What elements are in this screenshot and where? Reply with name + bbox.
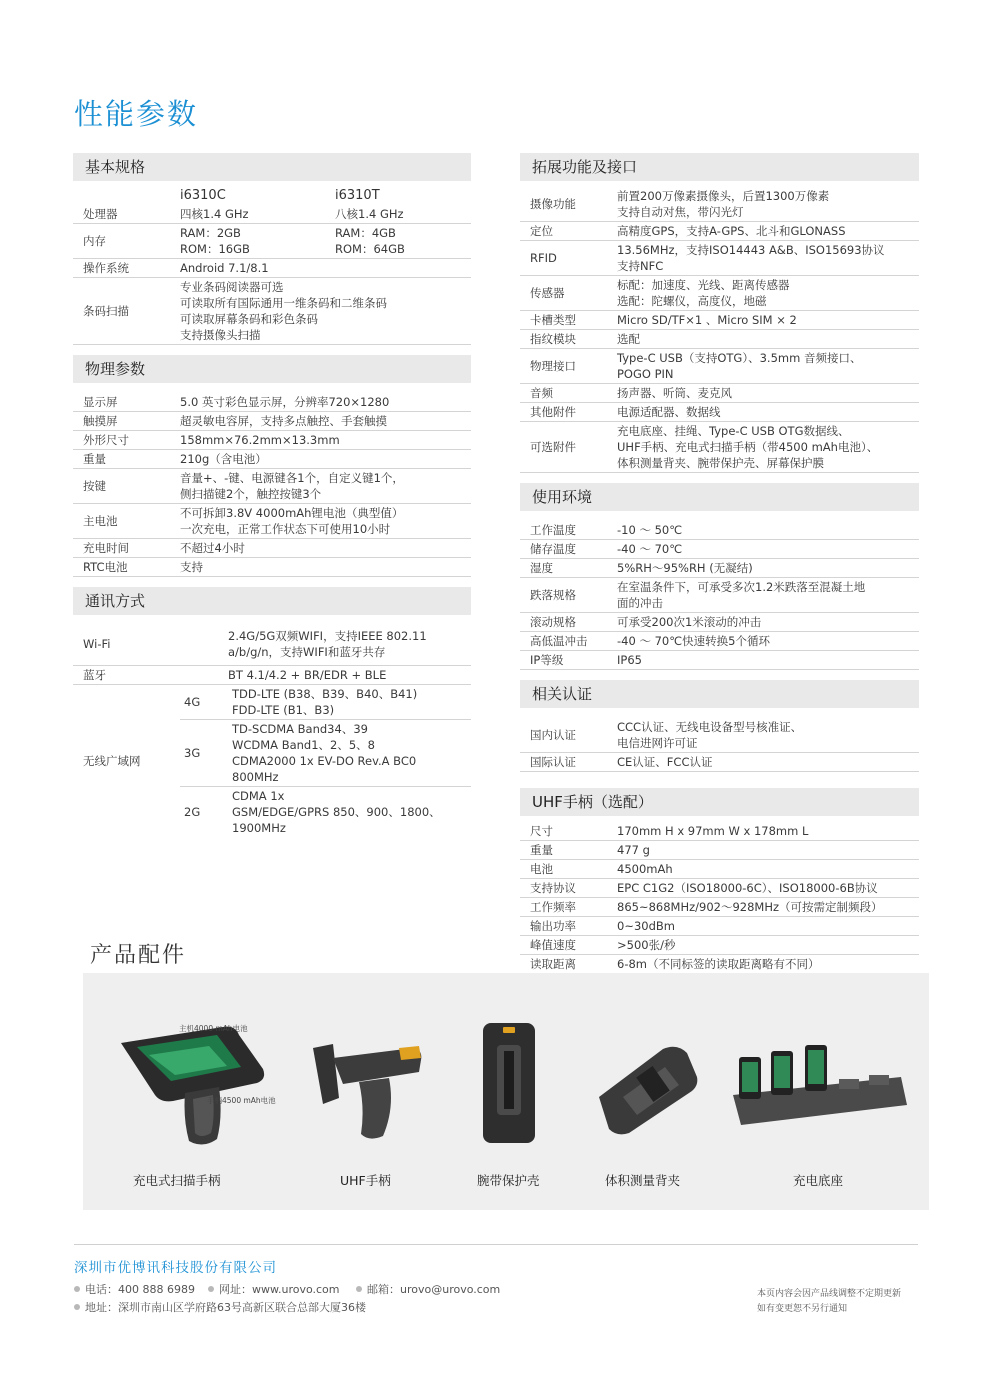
row-value: 2.4G/5G双频WIFI，支持IEEE 802.11: [228, 628, 427, 643]
row-label: 音频: [520, 384, 617, 403]
row-value: 面的冲击: [617, 596, 663, 610]
row-label: 跌落规格: [520, 578, 617, 613]
row-label: 工作频率: [520, 898, 617, 917]
row-value: a/b/g/n，支持WIFI和蓝牙共存: [228, 644, 386, 659]
row-label: 卡槽类型: [520, 311, 617, 330]
section-physical: 物理参数: [73, 355, 471, 383]
row-label: 湿度: [520, 559, 617, 578]
row-value: 四核1.4 GHz: [180, 205, 335, 224]
row-value: BT 4.1/4.2 + BR/EDR + BLE: [180, 665, 471, 684]
uhf-handle-image: [303, 1038, 433, 1143]
row-label: 电池: [520, 860, 617, 879]
accessory-label: 充电式扫描手柄: [133, 1173, 221, 1188]
row-value: 八核1.4 GHz: [335, 205, 471, 224]
contact-address: 地址：深圳市南山区学府路63号高新区联合总部大厦36楼: [74, 1299, 366, 1315]
caption-grip-battery: 手柄4500 mAh电池: [207, 1096, 276, 1105]
expand-table: [520, 187, 919, 473]
row-value: 800MHz: [232, 769, 279, 784]
row-label: 峰值速度: [520, 936, 617, 955]
row-label: 可选附件: [520, 422, 617, 473]
spec-row: [520, 578, 919, 613]
row-value: 电源适配器、数据线: [617, 405, 721, 419]
row-label: 读取距离: [520, 955, 617, 974]
row-value: 可读取屏幕条码和彩色条码: [180, 312, 318, 326]
spec-row: [520, 822, 919, 841]
network-gen: 3G: [180, 719, 232, 786]
row-value: 1900MHz: [232, 820, 286, 835]
bullet-icon: [74, 1286, 80, 1292]
row-value: 170mm H x 97mm W x 178mm L: [617, 824, 809, 838]
row-label: 输出功率: [520, 917, 617, 936]
physical-table: [73, 393, 471, 577]
spec-row: [520, 860, 919, 879]
row-label: 摄像功能: [520, 187, 617, 222]
row-label: 按键: [73, 469, 180, 504]
row-value: CCC认证、无线电设备型号核准证、: [617, 720, 803, 734]
row-label: 指纹模块: [520, 330, 617, 349]
row-label: 外形尺寸: [73, 431, 180, 450]
footer-note: 如有变更恕不另行通知: [757, 1304, 848, 1314]
section-cert: 相关认证: [520, 680, 919, 708]
spec-row: [520, 276, 919, 311]
row-value: 扬声器、听筒、麦克风: [617, 386, 732, 400]
spec-row: [520, 632, 919, 651]
row-value: ROM：64GB: [335, 242, 405, 256]
spec-row: [520, 187, 919, 222]
row-value: Type-C USB（支持OTG）、3.5mm 音频接口、: [617, 351, 862, 365]
row-label: IP等级: [520, 651, 617, 670]
uhf-table: [520, 822, 919, 974]
row-label: 蓝牙: [73, 665, 180, 684]
accessories-title: 产品配件: [90, 943, 187, 968]
bullet-icon: [356, 1286, 362, 1292]
row-value: 标配：加速度、光线、距离传感器: [617, 278, 790, 292]
spec-row: [73, 412, 471, 431]
row-value: 选配: [617, 332, 640, 346]
env-table: [520, 521, 919, 670]
row-label: Wi-Fi: [73, 623, 180, 665]
basic-spec-table: [73, 187, 471, 345]
charging-cradle-image: [731, 1043, 911, 1128]
page-title: 性能参数: [74, 97, 199, 131]
row-value: 158mm×76.2mm×13.3mm: [180, 433, 340, 447]
row-value: 支持自动对焦，带闪光灯: [617, 205, 744, 219]
row-value: 侧扫描键2个，触控按键3个: [180, 487, 322, 501]
row-value: Android 7.1/8.1: [180, 259, 471, 278]
section-uhf: UHF手柄（选配）: [520, 788, 919, 816]
spec-row: [520, 613, 919, 632]
row-value: 充电底座、挂绳、Type-C USB OTG数据线、: [617, 424, 850, 438]
row-value: IP65: [617, 653, 642, 667]
row-value: FDD-LTE (B1、B3): [232, 702, 335, 717]
row-label: 储存温度: [520, 540, 617, 559]
spec-row: [73, 450, 471, 469]
row-label: 内存: [73, 224, 180, 259]
row-label: 尺寸: [520, 822, 617, 841]
row-label: 滚动规格: [520, 613, 617, 632]
row-value: 4500mAh: [617, 862, 673, 876]
row-value: UHF手柄、充电式扫描手柄（带4500 mAh电池）、: [617, 440, 879, 454]
row-value: 支持摄像头扫描: [180, 328, 261, 342]
spec-row: [520, 718, 919, 753]
spec-row: [520, 241, 919, 276]
row-label: 主电池: [73, 504, 180, 539]
spec-row: [520, 403, 919, 422]
row-value: -40 ～ 70℃快速转换5个循环: [617, 634, 770, 648]
spec-row: [520, 384, 919, 403]
row-value: 可承受200次1米滚动的冲击: [617, 615, 762, 629]
left-column: [73, 153, 471, 837]
network-gen: 4G: [180, 684, 232, 719]
row-label: 物理接口: [520, 349, 617, 384]
row-value: 5%RH～95%RH (无凝结): [617, 561, 753, 575]
row-value: Micro SD/TF×1 、Micro SIM × 2: [617, 313, 797, 327]
row-label: 触摸屏: [73, 412, 180, 431]
spec-row: [73, 393, 471, 412]
spec-row: [73, 558, 471, 577]
row-value: 前置200万像素摄像头，后置1300万像素: [617, 189, 830, 203]
footer-note: 本页内容会因产品线调整不定期更新: [757, 1289, 902, 1299]
row-value: RAM：2GB: [180, 226, 241, 240]
row-value: 0~30dBm: [617, 919, 675, 933]
scan-handle-image: [113, 1021, 283, 1151]
row-value: 6-8m（不同标签的读取距离略有不同）: [617, 957, 820, 971]
row-label: 充电时间: [73, 539, 180, 558]
spec-row: [520, 841, 919, 860]
spec-row: [73, 504, 471, 539]
section-env: 使用环境: [520, 483, 919, 511]
spec-row: [73, 539, 471, 558]
spec-row: [520, 311, 919, 330]
row-value: 超灵敏电容屏，支持多点触控、手套触摸: [180, 414, 387, 428]
row-value: 支持NFC: [617, 259, 664, 273]
spec-row: [520, 422, 919, 473]
contact-web[interactable]: 网址：www.urovo.com: [208, 1281, 340, 1297]
cert-table: [520, 718, 919, 772]
spec-row: [73, 469, 471, 504]
row-value: TD-SCDMA Band34、39: [232, 721, 368, 736]
row-value: RAM：4GB: [335, 226, 396, 240]
wrist-case-image: [479, 1021, 539, 1146]
bullet-icon: [74, 1304, 80, 1310]
row-label: 操作系统: [73, 259, 180, 278]
section-basic-spec: 基本规格: [73, 153, 471, 181]
row-label: RTC电池: [73, 558, 180, 577]
row-value: >500张/秒: [617, 938, 676, 952]
row-value: 支持: [180, 560, 203, 574]
spec-row: [520, 540, 919, 559]
spec-row: [520, 349, 919, 384]
footer-divider: [74, 1244, 918, 1245]
row-label: 高低温冲击: [520, 632, 617, 651]
row-value: 5.0 英寸彩色显示屏，分辨率720×1280: [180, 395, 390, 409]
row-label: 传感器: [520, 276, 617, 311]
accessories-panel: [83, 973, 929, 1210]
section-comm: 通讯方式: [73, 587, 471, 615]
spec-row: [520, 917, 919, 936]
row-value: 电信进网许可证: [617, 736, 698, 750]
row-value: WCDMA Band1、2、5、8: [232, 737, 375, 752]
row-value: 专业条码阅读器可选: [180, 280, 284, 294]
row-label: 国际认证: [520, 753, 617, 772]
row-value: 不可拆卸3.8V 4000mAh锂电池（典型值）: [180, 506, 404, 520]
contact-phone: 电话：400 888 6989: [74, 1281, 195, 1297]
row-label: 定位: [520, 222, 617, 241]
row-value: 一次充电，正常工作状态下可使用10小时: [180, 522, 391, 536]
spec-row: [520, 936, 919, 955]
contact-email[interactable]: 邮箱：urovo@urovo.com: [356, 1281, 500, 1297]
row-value: -40 ～ 70℃: [617, 542, 683, 556]
row-value: CE认证、FCC认证: [617, 755, 713, 769]
model-b: i6310T: [335, 188, 380, 203]
row-label: 无线广域网: [83, 753, 141, 768]
row-value: 音量+、-键、电源键各1个，自定义键1个，: [180, 471, 404, 485]
accessory-label: 体积测量背夹: [605, 1173, 681, 1188]
spec-row: [520, 559, 919, 578]
row-value: 210g（含电池）: [180, 452, 267, 466]
row-value: 高精度GPS，支持A-GPS、北斗和GLONASS: [617, 224, 846, 238]
spec-row: [520, 330, 919, 349]
row-value: 在室温条件下，可承受多次1.2米跌落至混凝土地: [617, 580, 866, 594]
network-gen: 2G: [184, 804, 201, 819]
row-value: 865~868MHz/902～928MHz（可按需定制频段）: [617, 900, 883, 914]
row-value: 不超过4小时: [180, 541, 245, 555]
spec-row: [520, 521, 919, 540]
right-column: [520, 153, 919, 974]
row-label: 处理器: [73, 205, 180, 224]
row-label: RFID: [520, 241, 617, 276]
row-value: CDMA2000 1x EV-DO Rev.A BC0: [232, 753, 417, 768]
volume-clip-image: [593, 1041, 703, 1136]
spec-row: [520, 955, 919, 974]
row-value: -10 ～ 50℃: [617, 523, 683, 537]
row-label: 国内认证: [520, 718, 617, 753]
row-value: 可读取所有国际通用一维条码和二维条码: [180, 296, 387, 310]
spec-row: [520, 879, 919, 898]
row-value: EPC C1G2（ISO18000-6C）、ISO18000-6B协议: [617, 881, 878, 895]
row-value: CDMA 1x: [232, 788, 285, 803]
row-label: 条码扫描: [73, 278, 180, 345]
model-a: i6310C: [180, 188, 226, 203]
accessory-label: 腕带保护壳: [477, 1173, 540, 1188]
bullet-icon: [208, 1286, 214, 1292]
row-label: 其他附件: [520, 403, 617, 422]
row-value: GSM/EDGE/GPRS 850、900、1800、: [232, 804, 441, 819]
caption-host-battery: 主机4000 mAh电池: [179, 1024, 248, 1033]
row-label: 重量: [73, 450, 180, 469]
spec-row: [520, 222, 919, 241]
company-name: 深圳市优博讯科技股份有限公司: [74, 1260, 277, 1276]
spec-row: [520, 898, 919, 917]
row-value: ROM：16GB: [180, 242, 250, 256]
row-label: 显示屏: [73, 393, 180, 412]
accessory-label: UHF手柄: [340, 1173, 391, 1188]
spec-row: [520, 651, 919, 670]
row-value: 体积测量背夹、腕带保护壳、屏幕保护膜: [617, 456, 824, 470]
row-label: 支持协议: [520, 879, 617, 898]
row-value: POGO PIN: [617, 367, 674, 381]
spec-row: [73, 431, 471, 450]
comm-table: [73, 623, 471, 837]
row-label: 工作温度: [520, 521, 617, 540]
row-label: 重量: [520, 841, 617, 860]
row-value: 13.56MHz，支持ISO14443 A&B、ISO15693协议: [617, 243, 885, 257]
spec-row: [520, 753, 919, 772]
row-value: 选配：陀螺仪，高度仪，地磁: [617, 294, 767, 308]
row-value: 477 g: [617, 843, 650, 857]
row-value: TDD-LTE (B38、B39、B40、B41): [232, 686, 418, 701]
section-expand: 拓展功能及接口: [520, 153, 919, 181]
accessory-label: 充电底座: [793, 1173, 844, 1188]
